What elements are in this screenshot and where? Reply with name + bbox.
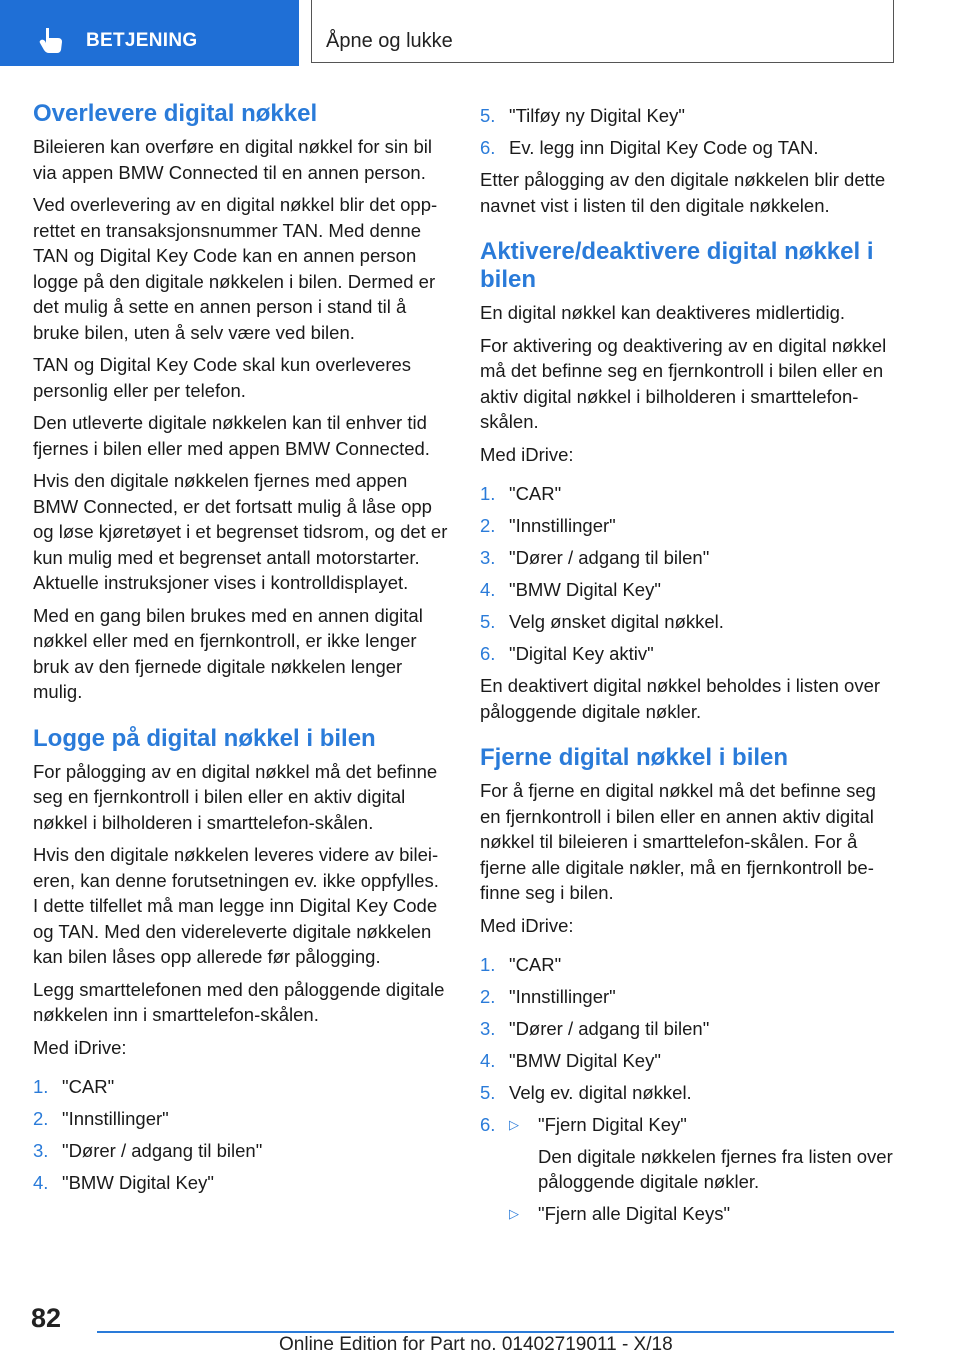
sub-option-text: "Fjern alle Digital Keys" [538,1202,731,1224]
list-item [33,1074,449,1100]
list-item [480,641,896,667]
step-number: 6. [480,1114,496,1135]
list-item [480,577,896,603]
step-number: 3. [480,1018,496,1039]
paragraph: Med iDrive: [480,914,574,936]
chapter-title-box [311,0,894,63]
chapter-title: Åpne og lukke [326,30,453,52]
sub-option-text: "Fjern Digital Key" [538,1114,687,1135]
sub-option [509,1201,896,1227]
step-number: 3. [33,1140,49,1161]
heading-overlevere: Overlevere digital nøkkel [33,100,318,127]
sub-option-description: Den digitale nøkkelen fjernes fra listen over påloggende digitale nøkler. [538,1145,893,1192]
step-list [480,481,896,667]
paragraph: Med en gang bilen brukes med en annen digital nøkkel eller med en fjernkontroll, er ikke lenger bruk av den fjernede digitale nøkkelen lenger mulig. [33,604,423,702]
section-label: BETJENING [86,30,198,51]
step-text: "Innstillinger" [509,986,616,1007]
list-item [480,984,896,1010]
step-text: "CAR" [62,1076,115,1097]
list-item [480,1080,896,1106]
paragraph: For pålogging av en digital nøkkel må det befinne seg en fjernkontroll i bilen eller en aktiv digital nøkkel i bilholderen i smarttelefon-skålen. [33,760,438,833]
step-text: "Innstillinger" [509,515,616,536]
list-item [480,135,896,161]
step-number: 1. [480,483,496,504]
paragraph: Med iDrive: [33,1036,127,1058]
paragraph: Hvis den digitale nøkkelen fjernes med appen BMW Connected, er det fortsatt mulig å låse opp og løse kjøretøyet i et begrenset tidsrom, og det er kun mulig med et begrenset antall motorstarter. Aktuelle instruksjoner vises i kontrolldisplayet. [33,470,448,593]
list-item [33,1138,449,1164]
step-list [480,103,896,161]
heading-aktivere: Aktivere/deaktivere digital nøkkel i bilen [480,238,874,293]
list-item [33,1170,449,1196]
step-text: "Innstillinger" [62,1108,169,1129]
step-number: 4. [480,579,496,600]
step-number: 1. [33,1076,49,1097]
step-number: 5. [480,611,496,632]
step-text: "Tilføy ny Digital Key" [509,105,685,126]
paragraph: For aktivering og deaktivering av en digital nøkkel må det befinne seg en fjernkontroll i bilen eller en aktiv digital nøkkel i bilholderen i smarttelefon-skålen. [480,334,887,432]
footer-edition: Online Edition for Part no. 01402719011 - X/18 [279,1334,673,1355]
step-text: Velg ev. digital nøkkel. [509,1082,692,1103]
triangle-bullet-icon: ▷ [509,1205,519,1221]
step-number: 5. [480,1082,496,1103]
paragraph: For å fjerne en digital nøkkel må det befinne seg en fjernkontroll i bilen eller en annen aktiv digital nøkkel til bileieren i smarttelefon-skålen. For å fjerne alle digitale nøkler, må en fjernkontroll befinne seg i bilen. [480,780,876,903]
paragraph: Hvis den digitale nøkkelen leveres videre av bileieren, kan denne forutsetningen ev. ikke oppfylles. I dette tilfellet må man legge inn Digital Key Code og TAN. Med den videreleverte digitale nøkkelen kan bilen låses opp allerede før pålogging. [33,844,439,967]
paragraph: En digital nøkkel kan deaktiveres midlertidig. [480,302,846,323]
triangle-bullet-icon: ▷ [509,1117,519,1132]
step-text: Ev. legg inn Digital Key Code og TAN. [509,137,819,158]
heading-fjerne: Fjerne digital nøkkel i bilen [480,744,789,771]
step-text: "Dører / adgang til bilen" [509,547,710,568]
step-text: "CAR" [509,954,562,975]
paragraph: Etter pålogging av den digitale nøkkelen blir dette navnet vist i listen til den digitale nøkkelen. [480,169,886,216]
paragraph: Med iDrive: [480,443,574,465]
paragraph: Ved overlevering av en digital nøkkel blir det opprettet en transaksjonsnummer TAN. Med denne TAN og Digital Key Code kan en annen person logge på den digitale nøkkelen i bilen. Dermed er det mulig å sette en annen person i stand til å bruke bilen, uten å selv være ved bilen. [33,194,438,343]
step-text: "BMW Digital Key" [62,1172,214,1193]
step-number: 1. [480,954,496,975]
step-list [33,1074,449,1196]
list-item [480,103,896,129]
list-item [480,1112,896,1226]
left-column [33,100,449,1202]
list-item [480,481,896,507]
step-text: Velg ønsket digital nøkkel. [509,611,724,632]
step-number: 2. [33,1108,49,1129]
step-number: 6. [480,137,496,158]
sub-option [509,1112,896,1138]
list-item [480,1048,896,1074]
step-text: "Dører / adgang til bilen" [62,1140,263,1161]
section-tab [0,0,299,66]
paragraph: Bileieren kan overføre en digital nøkkel for sin bil via appen BMW Connected til en annen person. [33,136,432,183]
step-number: 2. [480,515,496,536]
step-text: "BMW Digital Key" [509,1050,661,1071]
list-item [33,1106,449,1132]
step-number: 6. [480,643,496,664]
list-item [480,952,896,978]
paragraph: Den utleverte digitale nøkkelen kan til enhver tid fjernes i bilen eller med appen BMW Connected. [33,412,430,459]
list-item [480,545,896,571]
list-item [480,513,896,539]
footer-divider [97,1331,894,1333]
list-item [480,1016,896,1042]
step-number: 2. [480,986,496,1007]
step-list [480,952,896,1226]
hand-pointer-icon [36,26,68,54]
paragraph: TAN og Digital Key Code skal kun overleveres personlig eller per telefon. [33,354,412,401]
page-header [0,0,960,66]
step-text: "CAR" [509,483,562,504]
step-text: "BMW Digital Key" [509,579,661,600]
heading-logge-pa: Logge på digital nøkkel i bilen [33,724,376,752]
page-number: 82 [31,1303,62,1333]
step-text: "Digital Key aktiv" [509,643,654,664]
paragraph: Legg smarttelefonen med den påloggende digitale nøkkelen inn i smarttelefon-skålen. [33,978,445,1025]
right-column [480,100,896,1233]
step-number: 5. [480,105,496,126]
list-item [480,609,896,635]
step-number: 4. [480,1050,496,1071]
step-number: 4. [33,1172,49,1193]
step-number: 3. [480,547,496,568]
step-text: "Dører / adgang til bilen" [509,1018,710,1039]
paragraph: En deaktivert digital nøkkel beholdes i listen over påloggende digitale nøkler. [480,675,881,722]
